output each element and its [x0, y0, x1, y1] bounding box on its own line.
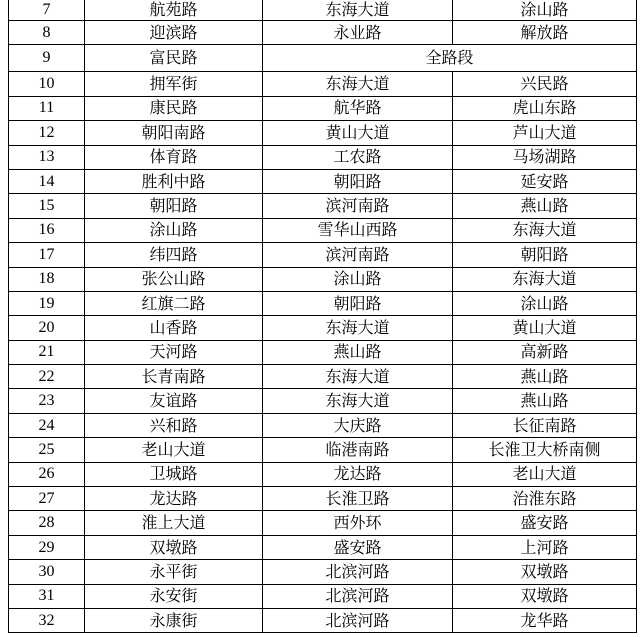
- section-end-cell: 长征南路: [453, 413, 637, 437]
- section-end-cell: 燕山路: [453, 365, 637, 389]
- road-name-cell: 红旗二路: [85, 291, 263, 315]
- section-start-cell: 航华路: [263, 96, 453, 120]
- road-name-cell: 胜利中路: [85, 169, 263, 193]
- section-start-cell: 东海大道: [263, 72, 453, 96]
- road-name-cell: 兴和路: [85, 413, 263, 437]
- table-row: [9, 194, 637, 218]
- table-row: [9, 121, 637, 145]
- table-row: [9, 462, 637, 486]
- road-name-cell: 长青南路: [85, 365, 263, 389]
- table-row: [9, 96, 637, 120]
- section-end-cell: 高新路: [453, 340, 637, 364]
- section-start-cell: 工农路: [263, 145, 453, 169]
- section-start-cell: 涂山路: [263, 267, 453, 291]
- row-number-cell: 19: [9, 291, 85, 315]
- row-number-cell: 25: [9, 438, 85, 462]
- section-start-cell: 黄山大道: [263, 121, 453, 145]
- row-number-cell: 23: [9, 389, 85, 413]
- table-row: [9, 511, 637, 535]
- table-row: [9, 560, 637, 584]
- road-name-cell: 富民路: [85, 45, 263, 72]
- road-name-cell: 淮上大道: [85, 511, 263, 535]
- row-number-cell: 11: [9, 96, 85, 120]
- section-end-cell: 燕山路: [453, 194, 637, 218]
- section-start-cell: 北滨河路: [263, 560, 453, 584]
- section-start-cell: 东海大道: [263, 0, 453, 21]
- section-end-cell: 治淮东路: [453, 487, 637, 511]
- section-start-cell: 北滨河路: [263, 608, 453, 632]
- full-section-cell: 全路段: [263, 45, 637, 72]
- road-name-cell: 涂山路: [85, 218, 263, 242]
- row-number-cell: 32: [9, 608, 85, 632]
- table-row: [9, 438, 637, 462]
- section-end-cell: 龙华路: [453, 608, 637, 632]
- table-row: [9, 145, 637, 169]
- row-number-cell: 20: [9, 316, 85, 340]
- road-name-cell: 友谊路: [85, 389, 263, 413]
- section-end-cell: 双墩路: [453, 584, 637, 608]
- table-row: [9, 413, 637, 437]
- section-end-cell: 马场湖路: [453, 145, 637, 169]
- row-number-cell: 17: [9, 243, 85, 267]
- section-start-cell: 盛安路: [263, 535, 453, 559]
- table-body: [9, 0, 637, 633]
- section-end-cell: 延安路: [453, 169, 637, 193]
- row-number-cell: 16: [9, 218, 85, 242]
- section-end-cell: 朝阳路: [453, 243, 637, 267]
- section-end-cell: 兴民路: [453, 72, 637, 96]
- road-section-table: [8, 0, 637, 633]
- road-name-cell: 迎滨路: [85, 21, 263, 45]
- section-end-cell: 解放路: [453, 21, 637, 45]
- section-end-cell: 黄山大道: [453, 316, 637, 340]
- row-number-cell: 15: [9, 194, 85, 218]
- table-row: [9, 45, 637, 72]
- road-name-cell: 体育路: [85, 145, 263, 169]
- row-number-cell: 31: [9, 584, 85, 608]
- row-number-cell: 22: [9, 365, 85, 389]
- table-row: [9, 21, 637, 45]
- section-start-cell: 燕山路: [263, 340, 453, 364]
- road-name-cell: 山香路: [85, 316, 263, 340]
- section-start-cell: 滨河南路: [263, 243, 453, 267]
- section-start-cell: 东海大道: [263, 316, 453, 340]
- section-start-cell: 永业路: [263, 21, 453, 45]
- road-name-cell: 拥军街: [85, 72, 263, 96]
- row-number-cell: 29: [9, 535, 85, 559]
- section-end-cell: 涂山路: [453, 0, 637, 21]
- section-start-cell: 北滨河路: [263, 584, 453, 608]
- document-page: [8, 0, 636, 637]
- section-start-cell: 朝阳路: [263, 291, 453, 315]
- road-name-cell: 永安街: [85, 584, 263, 608]
- road-name-cell: 老山大道: [85, 438, 263, 462]
- section-end-cell: 芦山大道: [453, 121, 637, 145]
- table-row: [9, 608, 637, 632]
- row-number-cell: 18: [9, 267, 85, 291]
- table-row: [9, 72, 637, 96]
- road-name-cell: 康民路: [85, 96, 263, 120]
- section-start-cell: 雪华山西路: [263, 218, 453, 242]
- road-name-cell: 张公山路: [85, 267, 263, 291]
- section-end-cell: 燕山路: [453, 389, 637, 413]
- row-number-cell: 21: [9, 340, 85, 364]
- row-number-cell: 9: [9, 45, 85, 72]
- table-row: [9, 389, 637, 413]
- road-name-cell: 航苑路: [85, 0, 263, 21]
- table-row: [9, 340, 637, 364]
- section-start-cell: 东海大道: [263, 389, 453, 413]
- row-number-cell: 27: [9, 487, 85, 511]
- section-end-cell: 上河路: [453, 535, 637, 559]
- row-number-cell: 13: [9, 145, 85, 169]
- table-row: [9, 535, 637, 559]
- row-number-cell: 26: [9, 462, 85, 486]
- table-row: [9, 316, 637, 340]
- section-start-cell: 龙达路: [263, 462, 453, 486]
- row-number-cell: 14: [9, 169, 85, 193]
- table-row: [9, 584, 637, 608]
- section-start-cell: 东海大道: [263, 365, 453, 389]
- section-end-cell: 涂山路: [453, 291, 637, 315]
- section-end-cell: 虎山东路: [453, 96, 637, 120]
- table-row: [9, 365, 637, 389]
- row-number-cell: 8: [9, 21, 85, 45]
- road-name-cell: 永平街: [85, 560, 263, 584]
- road-name-cell: 朝阳路: [85, 194, 263, 218]
- road-name-cell: 纬四路: [85, 243, 263, 267]
- road-name-cell: 永康街: [85, 608, 263, 632]
- row-number-cell: 24: [9, 413, 85, 437]
- row-number-cell: 10: [9, 72, 85, 96]
- section-end-cell: 盛安路: [453, 511, 637, 535]
- row-number-cell: 12: [9, 121, 85, 145]
- road-name-cell: 卫城路: [85, 462, 263, 486]
- table-row: [9, 487, 637, 511]
- section-end-cell: 双墩路: [453, 560, 637, 584]
- road-name-cell: 朝阳南路: [85, 121, 263, 145]
- section-start-cell: 滨河南路: [263, 194, 453, 218]
- row-number-cell: 30: [9, 560, 85, 584]
- section-end-cell: 长淮卫大桥南侧: [453, 438, 637, 462]
- section-end-cell: 东海大道: [453, 218, 637, 242]
- row-number-cell: 7: [9, 0, 85, 21]
- table-row: [9, 267, 637, 291]
- section-end-cell: 东海大道: [453, 267, 637, 291]
- section-start-cell: 西外环: [263, 511, 453, 535]
- row-number-cell: 28: [9, 511, 85, 535]
- table-row: [9, 218, 637, 242]
- section-start-cell: 长淮卫路: [263, 487, 453, 511]
- road-name-cell: 龙达路: [85, 487, 263, 511]
- road-name-cell: 天河路: [85, 340, 263, 364]
- section-start-cell: 临港南路: [263, 438, 453, 462]
- section-start-cell: 大庆路: [263, 413, 453, 437]
- table-row: [9, 291, 637, 315]
- table-row: [9, 243, 637, 267]
- table-row: [9, 0, 637, 21]
- road-name-cell: 双墩路: [85, 535, 263, 559]
- table-row: [9, 169, 637, 193]
- section-end-cell: 老山大道: [453, 462, 637, 486]
- section-start-cell: 朝阳路: [263, 169, 453, 193]
